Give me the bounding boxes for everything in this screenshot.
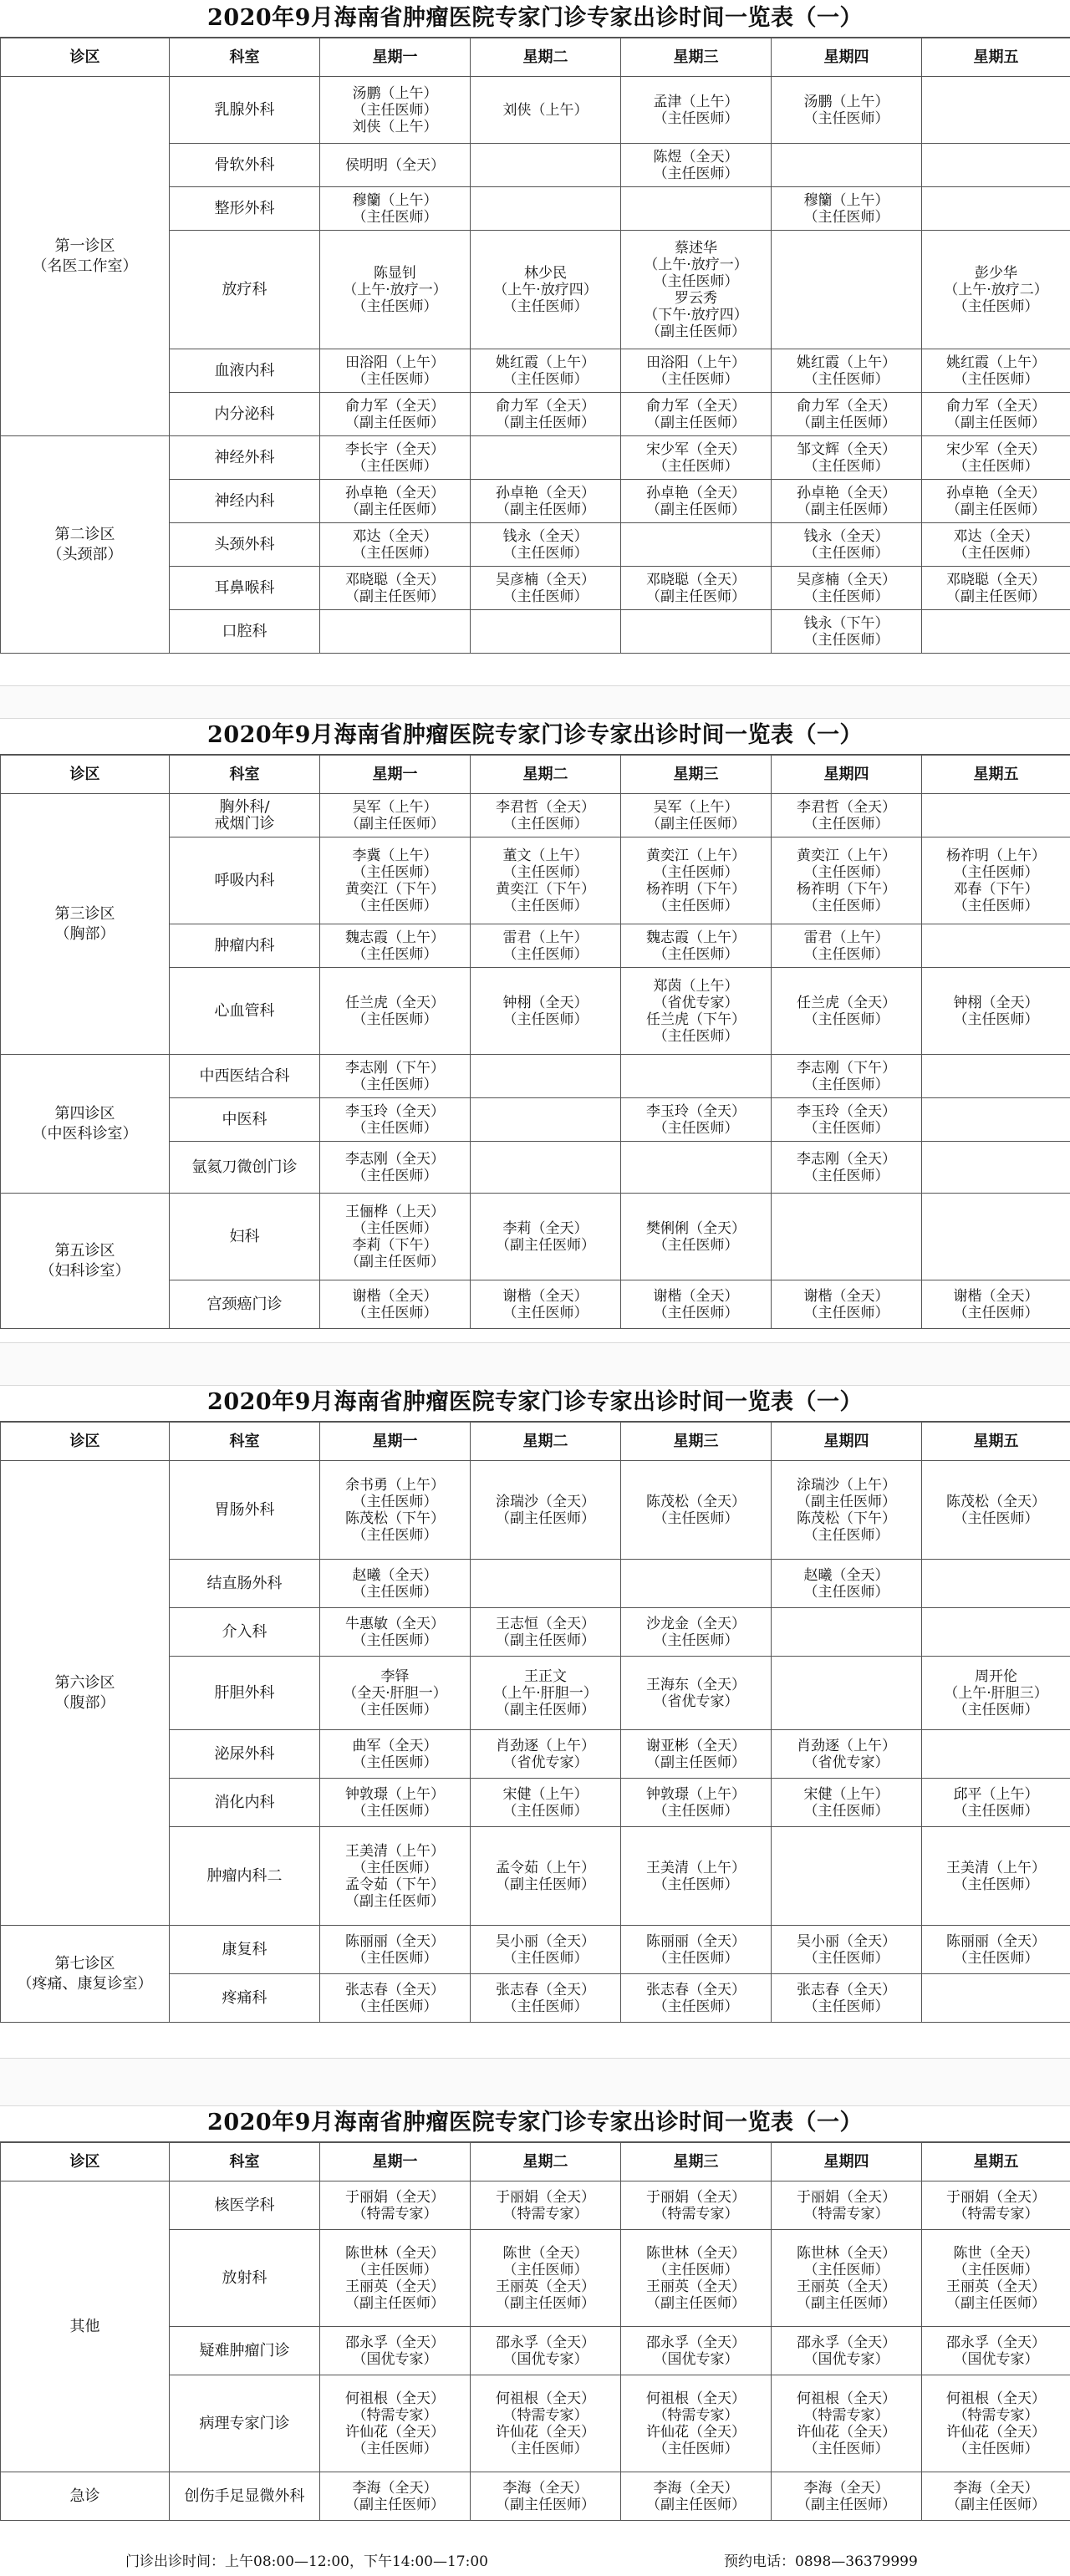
department-cell: 中医科 bbox=[170, 1098, 320, 1142]
schedule-cell: 孙卓艳（全天） （副主任医师） bbox=[772, 480, 922, 523]
header-dept: 科室 bbox=[170, 756, 320, 794]
schedule-cell: 蔡述华 （上午·放疗一） （主任医师） 罗云秀 （下午·放疗四） （副主任医师） bbox=[621, 231, 772, 349]
schedule-table bbox=[0, 755, 1070, 1329]
schedule-cell: 钟敦璟（上午） （主任医师） bbox=[621, 1779, 772, 1827]
header-day: 星期二 bbox=[471, 756, 621, 794]
schedule-cell: 邵永孚（全天） （国优专家） bbox=[922, 2327, 1070, 2375]
schedule-cell: 沙龙金（全天） （主任医师） bbox=[621, 1608, 772, 1657]
schedule-cell: 何祖根（全天） （特需专家） 许仙花（全天） （主任医师） bbox=[320, 2375, 471, 2472]
header-dept: 科室 bbox=[170, 2143, 320, 2181]
zone-cell: 急诊 bbox=[1, 2472, 170, 2521]
header-day: 星期五 bbox=[922, 756, 1070, 794]
schedule-cell: 邓达（全天） （主任医师） bbox=[320, 523, 471, 567]
schedule-cell bbox=[772, 1608, 922, 1657]
schedule-cell bbox=[621, 610, 772, 654]
schedule-cell: 刘侠（上午） bbox=[471, 77, 621, 144]
table-row bbox=[1, 2472, 1070, 2521]
schedule-cell bbox=[772, 231, 922, 349]
zone-cell: 第七诊区 （疼痛、康复诊室） bbox=[1, 1926, 170, 2023]
schedule-cell: 吴彦楠（全天） （主任医师） bbox=[471, 567, 621, 610]
department-cell: 放疗科 bbox=[170, 231, 320, 349]
table-row bbox=[1, 1926, 1070, 1974]
schedule-cell: 钟栩（全天） （主任医师） bbox=[471, 968, 621, 1055]
department-cell: 消化内科 bbox=[170, 1779, 320, 1827]
footer bbox=[0, 2539, 1070, 2576]
schedule-cell: 陈丽丽（全天） （主任医师） bbox=[320, 1926, 471, 1974]
schedule-block-1 bbox=[0, 0, 1070, 654]
schedule-cell: 田浴阳（上午） （主任医师） bbox=[320, 349, 471, 393]
department-cell: 耳鼻喉科 bbox=[170, 567, 320, 610]
schedule-cell bbox=[922, 1730, 1070, 1779]
schedule-cell: 谢楷（全天） （主任医师） bbox=[471, 1280, 621, 1329]
schedule-cell bbox=[922, 1974, 1070, 2023]
department-cell: 神经内科 bbox=[170, 480, 320, 523]
schedule-cell: 李莉（全天） （副主任医师） bbox=[471, 1194, 621, 1280]
schedule-cell: 彭少华 （上午·放疗二） （主任医师） bbox=[922, 231, 1070, 349]
schedule-cell: 邹文辉（全天） （主任医师） bbox=[772, 436, 922, 480]
schedule-cell: 李海（全天） （副主任医师） bbox=[922, 2472, 1070, 2521]
schedule-cell bbox=[922, 1142, 1070, 1194]
schedule-cell: 曲军（全天） （主任医师） bbox=[320, 1730, 471, 1779]
schedule-cell: 陈世林（全天） （主任医师） 王丽英（全天） （副主任医师） bbox=[320, 2230, 471, 2327]
schedule-cell: 谢楷（全天） （主任医师） bbox=[320, 1280, 471, 1329]
header-dept: 科室 bbox=[170, 1423, 320, 1461]
schedule-cell: 李长宇（全天） （主任医师） bbox=[320, 436, 471, 480]
schedule-cell bbox=[922, 610, 1070, 654]
schedule-cell: 李玉玲（全天） （主任医师） bbox=[320, 1098, 471, 1142]
department-cell: 创伤手足显微外科 bbox=[170, 2472, 320, 2521]
schedule-cell: 谢楷（全天） （主任医师） bbox=[621, 1280, 772, 1329]
schedule-cell: 邓晓聪（全天） （副主任医师） bbox=[621, 567, 772, 610]
schedule-cell: 张志春（全天） （主任医师） bbox=[320, 1974, 471, 2023]
zone-cell: 第五诊区 （妇科诊室） bbox=[1, 1194, 170, 1329]
department-cell: 胃肠外科 bbox=[170, 1461, 320, 1560]
table-row bbox=[1, 794, 1070, 837]
zone-cell: 第六诊区 （腹部） bbox=[1, 1461, 170, 1926]
header-zone: 诊区 bbox=[1, 756, 170, 794]
schedule-cell: 宋健（上午） （主任医师） bbox=[772, 1779, 922, 1827]
header-day: 星期二 bbox=[471, 2143, 621, 2181]
department-cell: 呼吸内科 bbox=[170, 837, 320, 924]
department-cell: 血液内科 bbox=[170, 349, 320, 393]
schedule-cell: 涂瑞沙（上午） （副主任医师） 陈茂松（下午） （主任医师） bbox=[772, 1461, 922, 1560]
zone-cell: 其他 bbox=[1, 2181, 170, 2472]
schedule-cell: 李志刚（下午） （主任医师） bbox=[320, 1055, 471, 1098]
schedule-cell: 何祖根（全天） （特需专家） 许仙花（全天） （主任医师） bbox=[621, 2375, 772, 2472]
department-cell: 肝胆外科 bbox=[170, 1657, 320, 1730]
schedule-table bbox=[0, 2142, 1070, 2521]
schedule-cell: 杨祚明（上午） （主任医师） 邓春（下午） （主任医师） bbox=[922, 837, 1070, 924]
schedule-block-3 bbox=[0, 1384, 1070, 2023]
schedule-cell: 陈世（全天） （主任医师） 王丽英（全天） （副主任医师） bbox=[922, 2230, 1070, 2327]
department-cell: 神经外科 bbox=[170, 436, 320, 480]
schedule-cell: 李铎 （全天·肝胆一） （主任医师） bbox=[320, 1657, 471, 1730]
schedule-cell: 汤鹏（上午） （主任医师） 刘侠（上午） bbox=[320, 77, 471, 144]
schedule-cell: 陈显钊 （上午·放疗一） （主任医师） bbox=[320, 231, 471, 349]
department-cell: 病理专家门诊 bbox=[170, 2375, 320, 2472]
schedule-title: 2020年9月海南省肿瘤医院专家门诊专家出诊时间一览表（一） bbox=[0, 1384, 1070, 1422]
header-day: 星期一 bbox=[320, 756, 471, 794]
schedule-cell: 于丽娟（全天） （特需专家） bbox=[772, 2181, 922, 2230]
schedule-cell bbox=[922, 144, 1070, 187]
schedule-cell bbox=[922, 1608, 1070, 1657]
department-cell: 胸外科/ 戒烟门诊 bbox=[170, 794, 320, 837]
schedule-cell bbox=[621, 187, 772, 231]
schedule-cell: 穆籣（上午） （主任医师） bbox=[320, 187, 471, 231]
schedule-cell bbox=[471, 436, 621, 480]
schedule-cell: 钟栩（全天） （主任医师） bbox=[922, 968, 1070, 1055]
schedule-cell: 邓达（全天） （主任医师） bbox=[922, 523, 1070, 567]
schedule-cell: 赵曦（全天） （主任医师） bbox=[772, 1560, 922, 1608]
department-cell: 疼痛科 bbox=[170, 1974, 320, 2023]
schedule-cell: 李志刚（全天） （主任医师） bbox=[320, 1142, 471, 1194]
schedule-cell: 孙卓艳（全天） （副主任医师） bbox=[922, 480, 1070, 523]
schedule-cell: 余书勇（上午） （主任医师） 陈茂松（下午） （主任医师） bbox=[320, 1461, 471, 1560]
schedule-cell: 周开伦 （上午·肝胆三） （主任医师） bbox=[922, 1657, 1070, 1730]
header-day: 星期四 bbox=[772, 38, 922, 77]
schedule-cell: 魏志霞（上午） （主任医师） bbox=[320, 924, 471, 968]
schedule-cell: 董文（上午） （主任医师） 黄奕江（下午） （主任医师） bbox=[471, 837, 621, 924]
schedule-cell: 任兰虎（全天） （主任医师） bbox=[320, 968, 471, 1055]
schedule-cell: 雷君（上午） （主任医师） bbox=[772, 924, 922, 968]
department-cell: 头颈外科 bbox=[170, 523, 320, 567]
header-row bbox=[1, 1423, 1070, 1461]
schedule-table bbox=[0, 38, 1070, 654]
department-cell: 肿瘤内科二 bbox=[170, 1827, 320, 1926]
department-cell: 乳腺外科 bbox=[170, 77, 320, 144]
schedule-cell bbox=[621, 1142, 772, 1194]
schedule-block-4 bbox=[0, 2105, 1070, 2521]
schedule-table bbox=[0, 1422, 1070, 2023]
table-row bbox=[1, 1194, 1070, 1280]
schedule-cell: 陈茂松（全天） （主任医师） bbox=[922, 1461, 1070, 1560]
department-cell: 中西医结合科 bbox=[170, 1055, 320, 1098]
header-row bbox=[1, 2143, 1070, 2181]
schedule-cell: 李君哲（全天） （主任医师） bbox=[471, 794, 621, 837]
schedule-cell: 姚红霞（上午） （主任医师） bbox=[471, 349, 621, 393]
header-row bbox=[1, 38, 1070, 77]
table-row bbox=[1, 1461, 1070, 1560]
department-cell: 核医学科 bbox=[170, 2181, 320, 2230]
schedule-cell: 肖劲逐（上午） （省优专家） bbox=[471, 1730, 621, 1779]
block-separator bbox=[0, 2058, 1070, 2106]
schedule-cell: 孙卓艳（全天） （副主任医师） bbox=[320, 480, 471, 523]
schedule-cell: 黄奕江（上午） （主任医师） 杨祚明（下午） （主任医师） bbox=[772, 837, 922, 924]
schedule-cell: 李冀（上午） （主任医师） 黄奕江（下午） （主任医师） bbox=[320, 837, 471, 924]
department-cell: 整形外科 bbox=[170, 187, 320, 231]
header-day: 星期五 bbox=[922, 38, 1070, 77]
department-cell: 康复科 bbox=[170, 1926, 320, 1974]
schedule-cell: 李海（全天） （副主任医师） bbox=[471, 2472, 621, 2521]
header-dept: 科室 bbox=[170, 38, 320, 77]
department-cell: 介入科 bbox=[170, 1608, 320, 1657]
zone-cell: 第四诊区 （中医科诊室） bbox=[1, 1055, 170, 1194]
schedule-cell: 邱平（上午） （主任医师） bbox=[922, 1779, 1070, 1827]
header-day: 星期二 bbox=[471, 1423, 621, 1461]
department-cell: 口腔科 bbox=[170, 610, 320, 654]
schedule-cell: 宋少军（全天） （主任医师） bbox=[621, 436, 772, 480]
schedule-cell: 吴小丽（全天） （主任医师） bbox=[772, 1926, 922, 1974]
schedule-cell: 汤鹏（上午） （主任医师） bbox=[772, 77, 922, 144]
department-cell: 心血管科 bbox=[170, 968, 320, 1055]
schedule-cell: 孙卓艳（全天） （副主任医师） bbox=[471, 480, 621, 523]
schedule-cell: 樊俐俐（全天） （主任医师） bbox=[621, 1194, 772, 1280]
department-cell: 疑难肿瘤门诊 bbox=[170, 2327, 320, 2375]
header-row bbox=[1, 756, 1070, 794]
schedule-cell: 孟令茹（上午） （副主任医师） bbox=[471, 1827, 621, 1926]
schedule-cell: 林少民 （上午·放疗四） （主任医师） bbox=[471, 231, 621, 349]
header-zone: 诊区 bbox=[1, 2143, 170, 2181]
schedule-title: 2020年9月海南省肿瘤医院专家门诊专家出诊时间一览表（一） bbox=[0, 2105, 1070, 2142]
schedule-cell bbox=[772, 1657, 922, 1730]
booking-phone: 预约电话：0898—36379999 bbox=[724, 2553, 918, 2570]
schedule-cell bbox=[471, 187, 621, 231]
schedule-cell: 陈茂松（全天） （主任医师） bbox=[621, 1461, 772, 1560]
schedule-cell: 姚红霞（上午） （主任医师） bbox=[772, 349, 922, 393]
schedule-cell: 邵永孚（全天） （国优专家） bbox=[320, 2327, 471, 2375]
header-day: 星期一 bbox=[320, 1423, 471, 1461]
schedule-cell: 俞力军（全天） （副主任医师） bbox=[922, 393, 1070, 436]
table-row bbox=[1, 77, 1070, 144]
schedule-cell: 穆籣（上午） （主任医师） bbox=[772, 187, 922, 231]
schedule-cell: 邵永孚（全天） （国优专家） bbox=[621, 2327, 772, 2375]
clinic-hours: 门诊出诊时间：上午08:00—12:00，下午14:00—17:00 bbox=[125, 2553, 488, 2570]
schedule-cell: 吴军（上午） （副主任医师） bbox=[320, 794, 471, 837]
schedule-cell: 姚红霞（上午） （主任医师） bbox=[922, 349, 1070, 393]
schedule-cell bbox=[772, 144, 922, 187]
schedule-cell bbox=[621, 1560, 772, 1608]
header-zone: 诊区 bbox=[1, 38, 170, 77]
schedule-cell: 钱永（全天） （主任医师） bbox=[471, 523, 621, 567]
schedule-title: 2020年9月海南省肿瘤医院专家门诊专家出诊时间一览表（一） bbox=[0, 0, 1070, 38]
schedule-cell bbox=[471, 610, 621, 654]
schedule-cell: 宋少军（全天） （主任医师） bbox=[922, 436, 1070, 480]
department-cell: 结直肠外科 bbox=[170, 1560, 320, 1608]
schedule-cell: 孙卓艳（全天） （副主任医师） bbox=[621, 480, 772, 523]
header-day: 星期三 bbox=[621, 1423, 772, 1461]
schedule-cell: 田浴阳（上午） （主任医师） bbox=[621, 349, 772, 393]
zone-cell: 第二诊区 （头颈部） bbox=[1, 436, 170, 654]
header-day: 星期五 bbox=[922, 2143, 1070, 2181]
schedule-cell bbox=[471, 1098, 621, 1142]
schedule-cell: 王正文 （上午·肝胆一） （副主任医师） bbox=[471, 1657, 621, 1730]
schedule-cell: 何祖根（全天） （特需专家） 许仙花（全天） （主任医师） bbox=[922, 2375, 1070, 2472]
schedule-cell: 俞力军（全天） （副主任医师） bbox=[621, 393, 772, 436]
schedule-cell: 何祖根（全天） （特需专家） 许仙花（全天） （主任医师） bbox=[471, 2375, 621, 2472]
schedule-cell: 于丽娟（全天） （特需专家） bbox=[621, 2181, 772, 2230]
schedule-cell: 于丽娟（全天） （特需专家） bbox=[320, 2181, 471, 2230]
schedule-cell: 李玉玲（全天） （主任医师） bbox=[772, 1098, 922, 1142]
schedule-cell: 钱永（下午） （主任医师） bbox=[772, 610, 922, 654]
schedule-cell bbox=[772, 1827, 922, 1926]
department-cell: 放射科 bbox=[170, 2230, 320, 2327]
department-cell: 泌尿外科 bbox=[170, 1730, 320, 1779]
department-cell: 肿瘤内科 bbox=[170, 924, 320, 968]
table-row bbox=[1, 1055, 1070, 1098]
schedule-cell bbox=[922, 924, 1070, 968]
schedule-cell bbox=[922, 1098, 1070, 1142]
header-zone: 诊区 bbox=[1, 1423, 170, 1461]
department-cell: 骨软外科 bbox=[170, 144, 320, 187]
schedule-cell: 任兰虎（全天） （主任医师） bbox=[772, 968, 922, 1055]
schedule-cell: 肖劲逐（上午） （省优专家） bbox=[772, 1730, 922, 1779]
header-day: 星期五 bbox=[922, 1423, 1070, 1461]
schedule-cell bbox=[922, 1194, 1070, 1280]
schedule-cell: 于丽娟（全天） （特需专家） bbox=[922, 2181, 1070, 2230]
schedule-cell: 李玉玲（全天） （主任医师） bbox=[621, 1098, 772, 1142]
schedule-cell: 吴彦楠（全天） （主任医师） bbox=[772, 567, 922, 610]
schedule-cell: 邓晓聪（全天） （副主任医师） bbox=[922, 567, 1070, 610]
schedule-cell: 王志恒（全天） （副主任医师） bbox=[471, 1608, 621, 1657]
header-day: 星期一 bbox=[320, 2143, 471, 2181]
header-day: 星期二 bbox=[471, 38, 621, 77]
schedule-cell: 陈世林（全天） （主任医师） 王丽英（全天） （副主任医师） bbox=[621, 2230, 772, 2327]
schedule-cell bbox=[922, 187, 1070, 231]
schedule-cell: 李海（全天） （副主任医师） bbox=[320, 2472, 471, 2521]
schedule-cell: 王美清（上午） （主任医师） 孟令茹（下午） （副主任医师） bbox=[320, 1827, 471, 1926]
schedule-cell: 谢亚彬（全天） （副主任医师） bbox=[621, 1730, 772, 1779]
schedule-cell bbox=[621, 523, 772, 567]
block-separator bbox=[0, 1342, 1070, 1386]
schedule-cell: 邓晓聪（全天） （副主任医师） bbox=[320, 567, 471, 610]
schedule-cell bbox=[922, 1560, 1070, 1608]
schedule-cell: 于丽娟（全天） （特需专家） bbox=[471, 2181, 621, 2230]
header-day: 星期三 bbox=[621, 2143, 772, 2181]
schedule-block-2 bbox=[0, 717, 1070, 1329]
schedule-cell: 王海东（全天） （省优专家） bbox=[621, 1657, 772, 1730]
schedule-cell bbox=[772, 1194, 922, 1280]
schedule-cell bbox=[922, 77, 1070, 144]
schedule-cell: 谢楷（全天） （主任医师） bbox=[922, 1280, 1070, 1329]
block-separator bbox=[0, 685, 1070, 719]
department-cell: 内分泌科 bbox=[170, 393, 320, 436]
schedule-cell: 牛惠敏（全天） （主任医师） bbox=[320, 1608, 471, 1657]
department-cell: 宫颈癌门诊 bbox=[170, 1280, 320, 1329]
schedule-cell: 侯明明（全天） bbox=[320, 144, 471, 187]
schedule-cell: 李君哲（全天） （主任医师） bbox=[772, 794, 922, 837]
table-row bbox=[1, 436, 1070, 480]
schedule-cell bbox=[320, 610, 471, 654]
schedule-cell: 雷君（上午） （主任医师） bbox=[471, 924, 621, 968]
header-day: 星期一 bbox=[320, 38, 471, 77]
schedule-cell: 陈煜（全天） （主任医师） bbox=[621, 144, 772, 187]
schedule-cell: 李海（全天） （副主任医师） bbox=[621, 2472, 772, 2521]
schedule-cell: 张志春（全天） （主任医师） bbox=[471, 1974, 621, 2023]
schedule-cell: 王美清（上午） （主任医师） bbox=[621, 1827, 772, 1926]
schedule-cell: 俞力军（全天） （副主任医师） bbox=[772, 393, 922, 436]
schedule-cell: 俞力军（全天） （副主任医师） bbox=[471, 393, 621, 436]
schedule-cell: 王美清（上午） （主任医师） bbox=[922, 1827, 1070, 1926]
schedule-cell bbox=[621, 1055, 772, 1098]
header-day: 星期四 bbox=[772, 2143, 922, 2181]
table-row bbox=[1, 2181, 1070, 2230]
department-cell: 妇科 bbox=[170, 1194, 320, 1280]
schedule-cell: 陈世（全天） （主任医师） 王丽英（全天） （副主任医师） bbox=[471, 2230, 621, 2327]
zone-cell: 第三诊区 （胸部） bbox=[1, 794, 170, 1055]
schedule-cell: 吴军（上午） （副主任医师） bbox=[621, 794, 772, 837]
schedule-cell bbox=[471, 1142, 621, 1194]
schedule-cell: 钱永（全天） （主任医师） bbox=[772, 523, 922, 567]
schedule-cell: 何祖根（全天） （特需专家） 许仙花（全天） （主任医师） bbox=[772, 2375, 922, 2472]
schedule-cell bbox=[471, 144, 621, 187]
schedule-cell: 陈世林（全天） （主任医师） 王丽英（全天） （副主任医师） bbox=[772, 2230, 922, 2327]
schedule-cell: 张志春（全天） （主任医师） bbox=[621, 1974, 772, 2023]
schedule-cell: 邵永孚（全天） （国优专家） bbox=[471, 2327, 621, 2375]
schedule-cell: 魏志霞（上午） （主任医师） bbox=[621, 924, 772, 968]
schedule-title: 2020年9月海南省肿瘤医院专家门诊专家出诊时间一览表（一） bbox=[0, 717, 1070, 755]
schedule-cell: 邵永孚（全天） （国优专家） bbox=[772, 2327, 922, 2375]
header-day: 星期四 bbox=[772, 756, 922, 794]
schedule-cell: 黄奕江（上午） （主任医师） 杨祚明（下午） （主任医师） bbox=[621, 837, 772, 924]
schedule-cell bbox=[471, 1560, 621, 1608]
schedule-cell: 孟津（上午） （主任医师） bbox=[621, 77, 772, 144]
schedule-cell: 张志春（全天） （主任医师） bbox=[772, 1974, 922, 2023]
schedule-cell: 涂瑞沙（全天） （副主任医师） bbox=[471, 1461, 621, 1560]
schedule-cell bbox=[922, 1055, 1070, 1098]
schedule-cell: 陈丽丽（全天） （主任医师） bbox=[922, 1926, 1070, 1974]
schedule-cell: 钟敦璟（上午） （主任医师） bbox=[320, 1779, 471, 1827]
header-day: 星期三 bbox=[621, 38, 772, 77]
header-day: 星期三 bbox=[621, 756, 772, 794]
schedule-cell bbox=[922, 794, 1070, 837]
schedule-cell: 郑茵（上午） （省优专家） 任兰虎（下午） （主任医师） bbox=[621, 968, 772, 1055]
schedule-cell bbox=[471, 1055, 621, 1098]
zone-cell: 第一诊区 （名医工作室） bbox=[1, 77, 170, 436]
header-day: 星期四 bbox=[772, 1423, 922, 1461]
schedule-cell: 谢楷（全天） （主任医师） bbox=[772, 1280, 922, 1329]
schedule-cell: 李海（全天） （副主任医师） bbox=[772, 2472, 922, 2521]
schedule-cell: 宋健（上午） （主任医师） bbox=[471, 1779, 621, 1827]
schedule-cell: 李志刚（全天） （主任医师） bbox=[772, 1142, 922, 1194]
schedule-cell: 吴小丽（全天） （主任医师） bbox=[471, 1926, 621, 1974]
schedule-cell: 俞力军（全天） （副主任医师） bbox=[320, 393, 471, 436]
schedule-cell: 陈丽丽（全天） （主任医师） bbox=[621, 1926, 772, 1974]
schedule-cell: 王俪桦（上天） （主任医师） 李莉（下午） （副主任医师） bbox=[320, 1194, 471, 1280]
department-cell: 氩氦刀微创门诊 bbox=[170, 1142, 320, 1194]
schedule-cell: 赵曦（全天） （主任医师） bbox=[320, 1560, 471, 1608]
schedule-cell: 李志刚（下午） （主任医师） bbox=[772, 1055, 922, 1098]
